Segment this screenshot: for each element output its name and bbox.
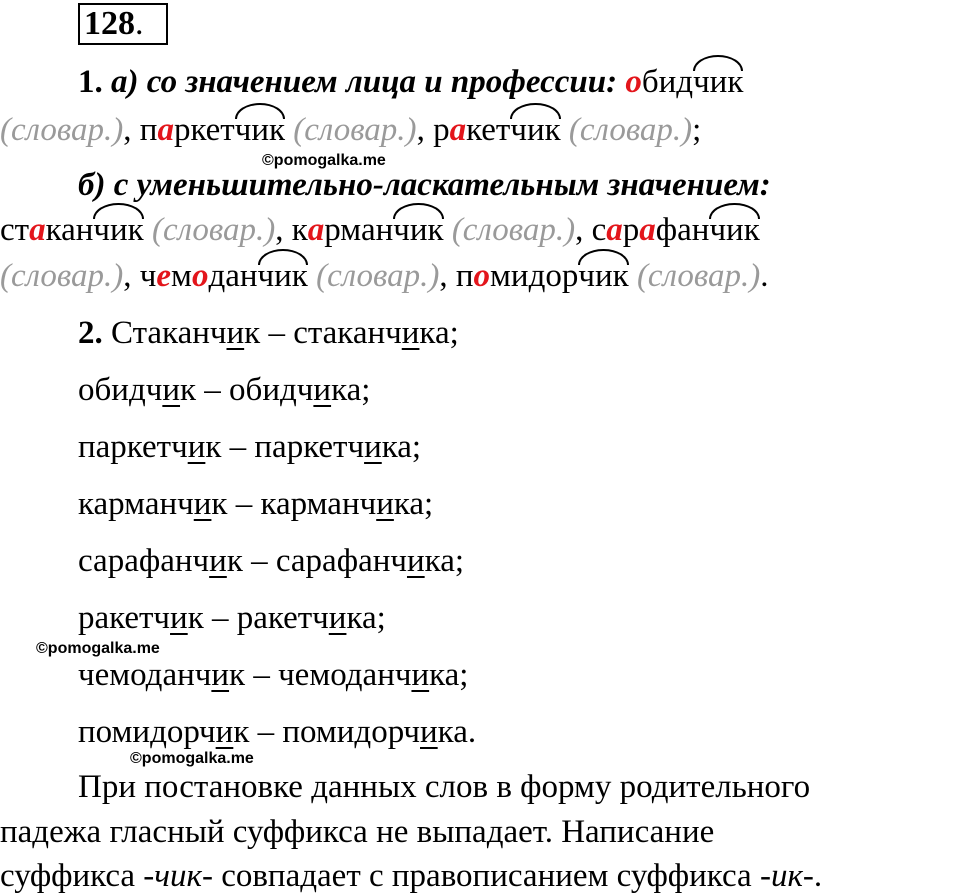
suffix-mark: чик bbox=[93, 212, 144, 248]
part2-row: обидчик – обидчика; bbox=[78, 372, 371, 408]
part2-row: помидорчик – помидорчика. bbox=[78, 714, 477, 750]
part2-row: сарафанчик – сарафанчика; bbox=[78, 543, 465, 579]
part2-row: чемоданчик – чемоданчика; bbox=[78, 657, 469, 693]
part1-line-1: 1. а) со значением лица и профессии: обидчик bbox=[78, 64, 744, 100]
watermark: ©pomogalka.me bbox=[262, 152, 386, 169]
conclusion-line-2: падежа гласный суффикса не выпадает. Написание bbox=[0, 814, 715, 850]
suffix-mark: чик bbox=[578, 258, 629, 294]
part2-row: карманчик – карманчика; bbox=[78, 486, 434, 522]
watermark: ©pomogalka.me bbox=[130, 750, 254, 767]
task-number: 128. bbox=[84, 5, 144, 42]
conclusion-line-3: суффикса -чик- совпадает с правописанием суффикса -ик-. bbox=[0, 858, 823, 894]
conclusion-line-1: При постановке данных слов в форму родительного bbox=[78, 769, 811, 805]
part2-row: паркетчик – паркетчика; bbox=[78, 429, 422, 465]
suffix-mark: чик bbox=[234, 112, 286, 148]
part1-line-2: (словар.), паркетчик (словар.), ракетчик (словар.); bbox=[0, 112, 702, 148]
suffix-mark: чик bbox=[709, 212, 760, 248]
part1-line-5: (словар.), чемоданчик (словар.), помидорчик (словар.). bbox=[0, 258, 769, 294]
watermark: ©pomogalka.me bbox=[36, 640, 160, 657]
part2-row: 2. Стаканчик – стаканчика; bbox=[78, 315, 459, 351]
suffix-mark: чик bbox=[510, 112, 561, 148]
suffix-mark: чик bbox=[693, 64, 744, 100]
part2-row: ракетчик – ракетчика; bbox=[78, 600, 386, 636]
suffix-mark: чик bbox=[393, 212, 444, 248]
suffix-mark: чик bbox=[257, 258, 308, 294]
part1-line-3: б) с уменьшительно-ласкательным значением: bbox=[78, 167, 771, 203]
part1-line-4: стаканчик (словар.), карманчик (словар.), сарафанчик bbox=[0, 212, 760, 248]
